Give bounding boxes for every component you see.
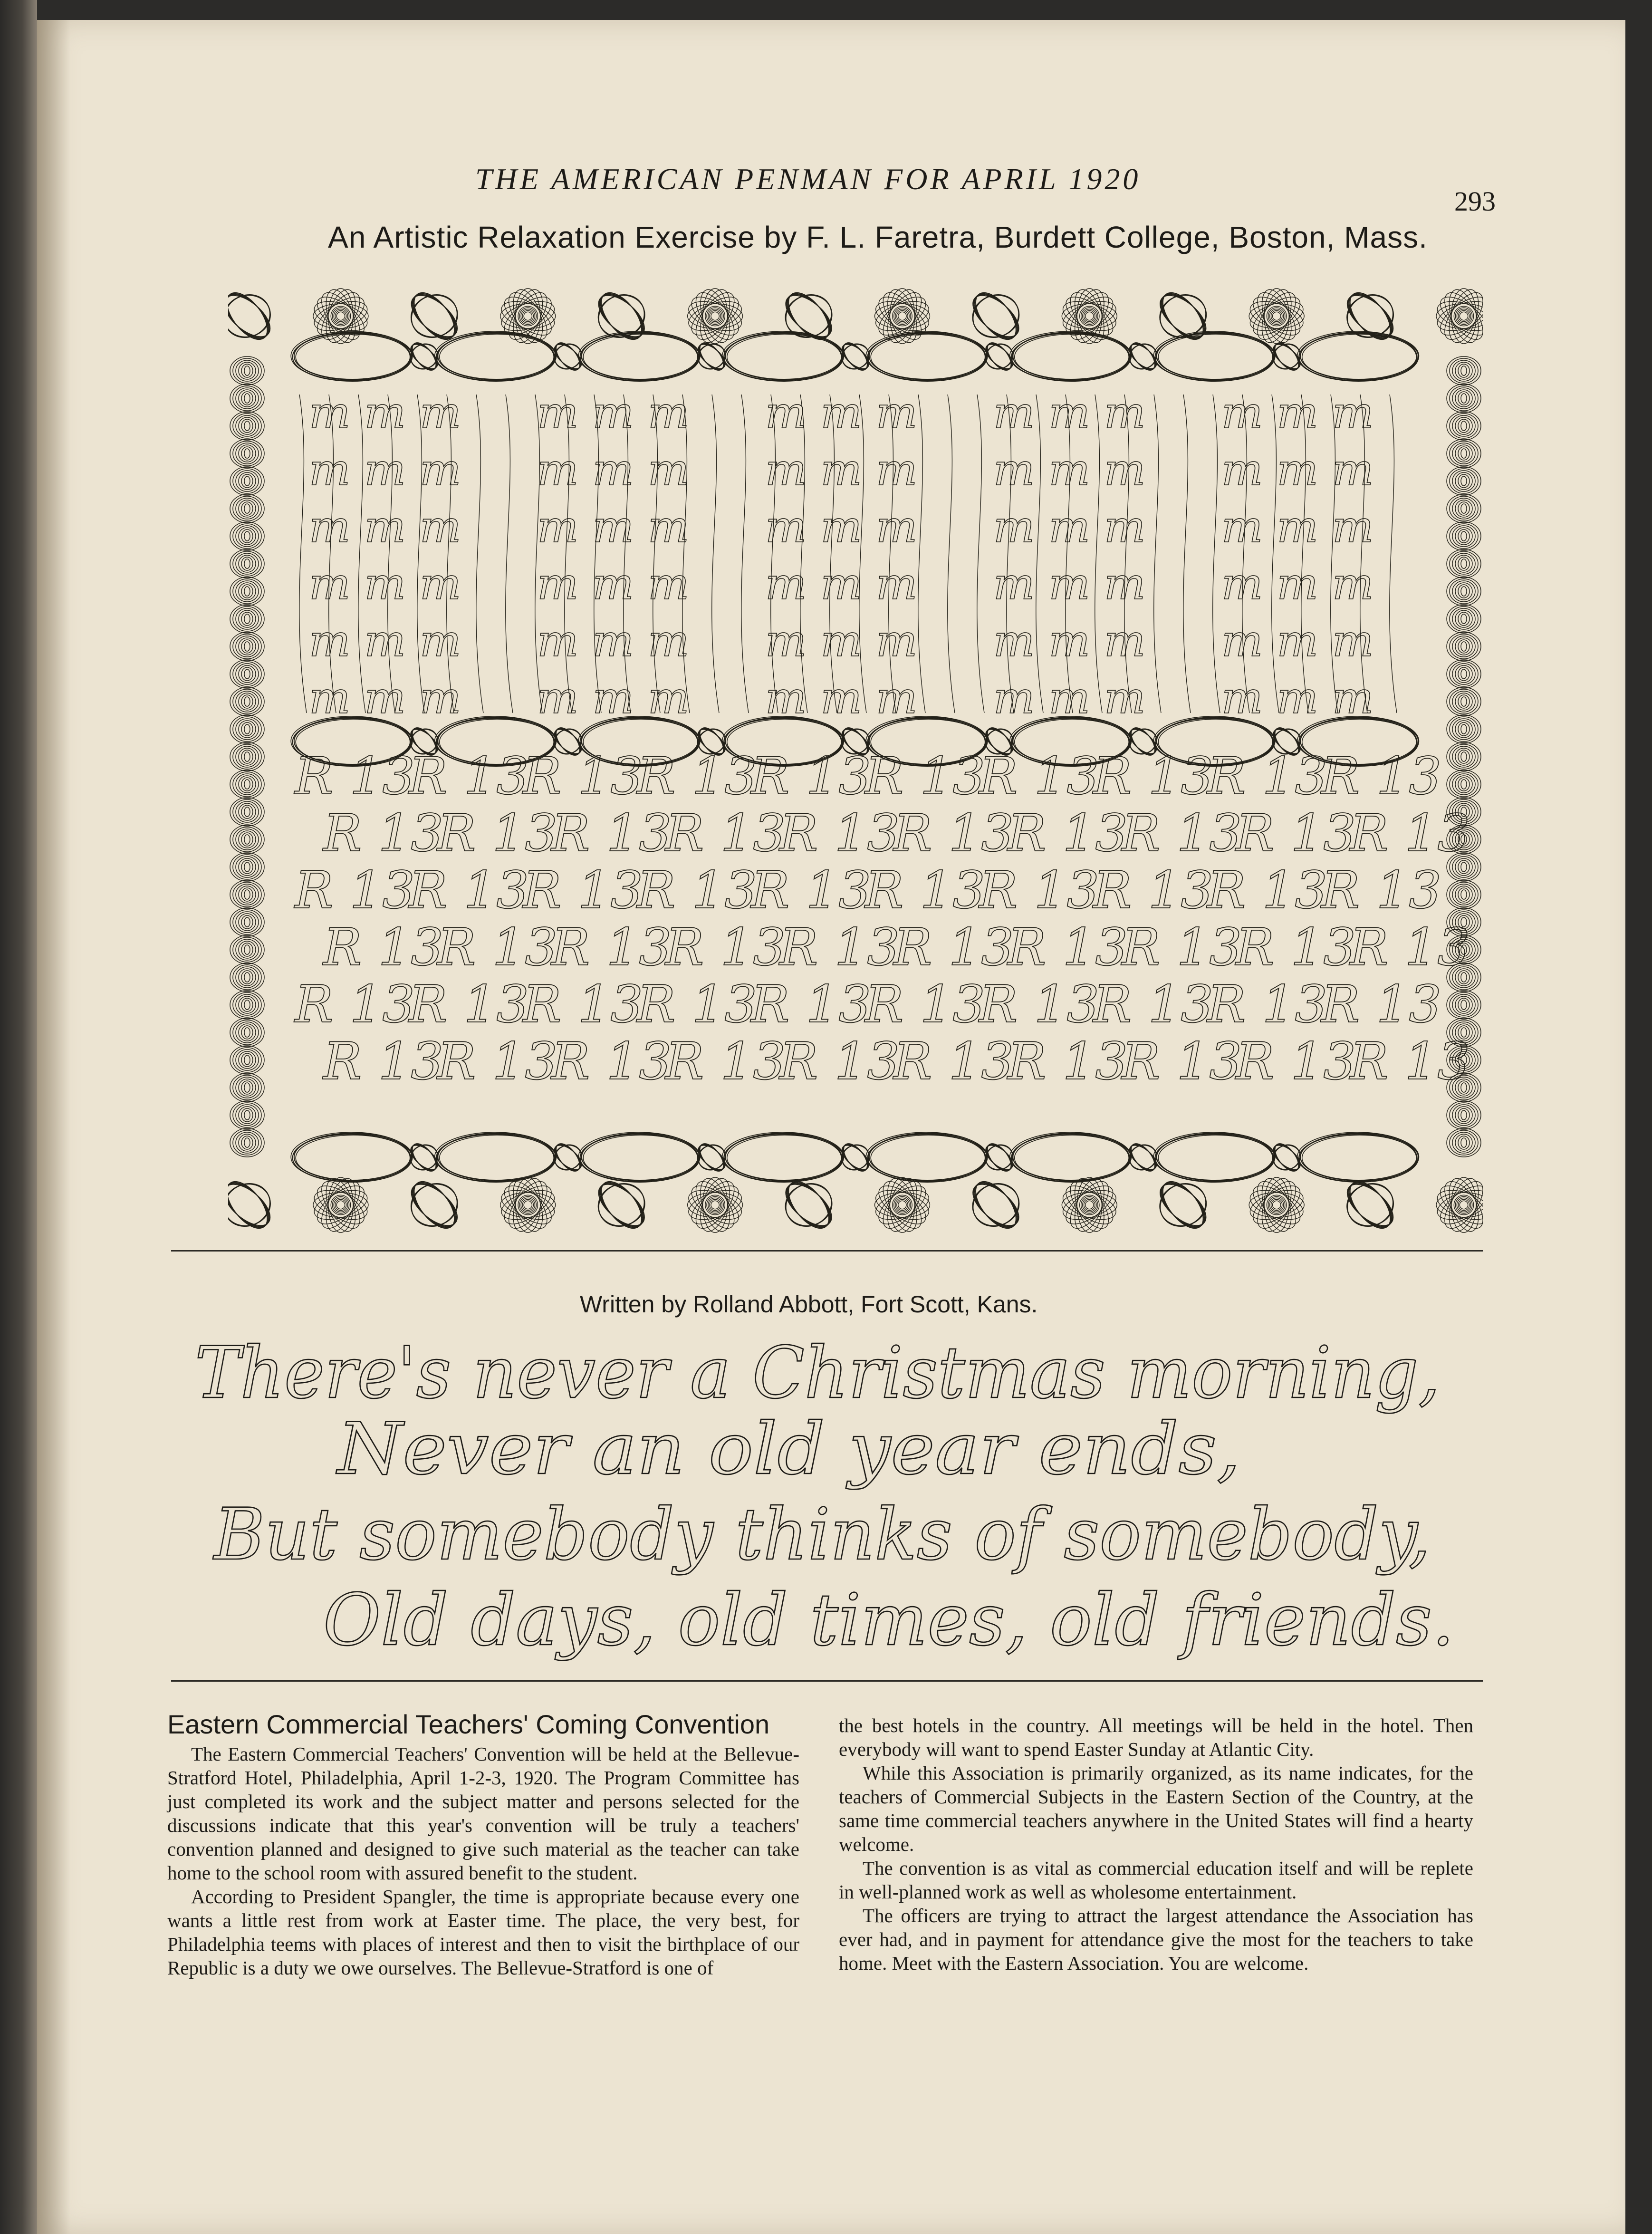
- right-border-oval: [1447, 660, 1481, 688]
- right-border-oval: [1447, 605, 1481, 633]
- right-border-oval: [1447, 742, 1481, 771]
- r13-script-pair: R 13: [865, 861, 986, 920]
- r13-script-pair: R 13: [1236, 918, 1356, 977]
- left-border-oval: [230, 577, 264, 606]
- left-border-oval: [230, 412, 264, 440]
- m-script-word: m m m: [309, 673, 461, 723]
- bottom-oval-chain-oval: [1153, 1132, 1275, 1182]
- right-border-oval: [1447, 439, 1481, 468]
- r13-script-pair: R 13: [779, 1032, 900, 1091]
- r13-script-pair: R 13: [1122, 918, 1242, 977]
- bottom-rosette: [1247, 1175, 1306, 1235]
- right-border-oval: [1447, 549, 1481, 578]
- top-rosette: [685, 286, 745, 346]
- r13-script-pair: R 13: [893, 1032, 1014, 1091]
- right-border-oval: [1447, 632, 1481, 661]
- bottom-oval-chain-oval: [291, 1132, 413, 1182]
- bottom-crossed-loop: [228, 1175, 278, 1235]
- top-rosette: [1247, 286, 1306, 346]
- top-oval-chain-oval: [866, 331, 988, 381]
- r13-script-pair: R 13: [1350, 918, 1470, 977]
- left-border-oval: [230, 742, 264, 771]
- r13-script-pair: R 13: [779, 918, 900, 977]
- m-script-word: m m m: [309, 616, 461, 666]
- m-script-word: m m m: [993, 673, 1146, 723]
- left-border-oval: [230, 494, 264, 523]
- r13-script-pair: R 13: [1093, 975, 1214, 1034]
- bottom-crossed-loop: [778, 1175, 839, 1235]
- r13-script-pair: R 13: [437, 804, 558, 863]
- left-border-oval: [230, 991, 264, 1019]
- r13-script-pair: R 13: [865, 747, 986, 806]
- bottom-oval-chain-oval: [866, 1132, 988, 1182]
- verse-line-2: Never an old year ends,: [336, 1408, 1240, 1491]
- top-crossed-loop: [965, 286, 1027, 346]
- r13-script-pair: R 13: [1207, 747, 1328, 806]
- vertical-loop-stroke: [918, 395, 925, 713]
- vertical-loop-stroke: [506, 395, 513, 713]
- m-script-word: m m m: [1221, 444, 1374, 495]
- top-rosette: [1059, 286, 1119, 346]
- left-border-oval: [230, 963, 264, 992]
- r13-script-pair: R 13: [437, 918, 558, 977]
- m-script-word: m m m: [309, 387, 461, 438]
- top-oval-chain-oval: [1153, 331, 1275, 381]
- right-paragraph-3: The convention is as vital as commercial education itself and will be replete in well-planned work as well as wholesome entertainment.: [839, 1857, 1473, 1903]
- r13-script-pair: R 13: [409, 975, 529, 1034]
- bottom-rosette: [311, 1175, 371, 1235]
- left-border-oval: [230, 798, 264, 826]
- m-script-word: m m m: [537, 616, 690, 666]
- r13-script-pair: R 13: [523, 975, 644, 1034]
- m-script-word: m m m: [993, 616, 1146, 666]
- left-border-oval: [230, 605, 264, 633]
- verse-line-1: There's never a Christmas morning,: [195, 1332, 1440, 1415]
- right-border-oval: [1447, 1128, 1481, 1157]
- vertical-loop-stroke: [1183, 395, 1191, 713]
- vertical-loop-stroke: [1390, 395, 1397, 713]
- rule-bottom: [171, 1680, 1483, 1682]
- left-border-oval: [230, 825, 264, 854]
- r13-script-pair: R 13: [1321, 747, 1442, 806]
- m-script-word: m m m: [993, 501, 1146, 552]
- m-script-word: m m m: [1221, 387, 1374, 438]
- m-letter-field: [299, 387, 1397, 723]
- vertical-loop-stroke: [299, 395, 307, 713]
- bottom-rosette: [1059, 1175, 1119, 1235]
- bottom-rosette: [685, 1175, 745, 1235]
- bottom-rosette: [872, 1175, 932, 1235]
- r13-script-pair: R 13: [409, 747, 529, 806]
- m-script-word: m m m: [993, 444, 1146, 495]
- r13-script-pair: R 13: [1093, 747, 1214, 806]
- m-script-word: m m m: [537, 501, 690, 552]
- left-border-oval: [230, 356, 264, 385]
- r13-script-pair: R 13: [1350, 804, 1470, 863]
- left-border-oval: [230, 908, 264, 936]
- right-border-oval: [1447, 687, 1481, 716]
- right-border-oval: [1447, 494, 1481, 523]
- right-paragraph-1: the best hotels in the country. All meetings will be held in the hotel. Then everybody will want to spend Easter Sunday at Atlantic City.: [839, 1714, 1473, 1760]
- verse-line-3: But somebody thinks of somebody,: [212, 1493, 1431, 1576]
- r13-script-pair: R 13: [779, 804, 900, 863]
- vertical-loop-stroke: [977, 395, 984, 713]
- left-border-oval: [230, 880, 264, 909]
- right-border-oval: [1447, 577, 1481, 606]
- left-paragraph-2: According to President Spangler, the time is appropriate because every one wants a little rest from work at Easter time. The place, the very best, for Philadelphia teems with places of interest and then to visit the birthplace of our Republic is a duty we owe ourselves. The Bellevue-Stratford is one of: [167, 1886, 799, 1979]
- script-verse: [181, 1321, 1464, 1664]
- bottom-rosette: [1434, 1175, 1483, 1235]
- top-oval-chain-oval: [291, 331, 413, 381]
- r13-script-pair: R 13: [523, 861, 644, 920]
- right-border-oval: [1447, 1101, 1481, 1129]
- bottom-oval-chain-oval: [1010, 1132, 1132, 1182]
- r13-script-pair: R 13: [409, 861, 529, 920]
- r13-script-pair: R 13: [1122, 804, 1242, 863]
- left-border-oval: [230, 632, 264, 661]
- bottom-crossed-loop: [403, 1175, 465, 1235]
- left-border-oval: [230, 1101, 264, 1129]
- top-oval-chain-oval: [722, 331, 844, 381]
- left-border-oval: [230, 467, 264, 495]
- r13-script-pair: R 13: [551, 918, 672, 977]
- bottom-oval-chain-oval: [435, 1132, 557, 1182]
- left-border-oval: [230, 439, 264, 468]
- r13-script-pair: R 13: [893, 804, 1014, 863]
- r13-script-pair: R 13: [1122, 1032, 1242, 1091]
- left-border-oval: [230, 715, 264, 743]
- r13-script-pair: R 13: [979, 861, 1100, 920]
- left-border-oval: [230, 384, 264, 413]
- vertical-loop-stroke: [476, 395, 483, 713]
- vertical-loop-stroke: [948, 395, 955, 713]
- right-border-oval: [1447, 770, 1481, 799]
- r13-script-pair: R 13: [751, 747, 872, 806]
- vertical-loop-stroke: [741, 395, 749, 713]
- r13-script-pair: R 13: [323, 918, 444, 977]
- r13-script-pair: R 13: [637, 861, 758, 920]
- right-border-oval: [1447, 715, 1481, 743]
- m-script-word: m m m: [993, 387, 1146, 438]
- r13-script-pair: R 13: [1008, 918, 1128, 977]
- left-border-oval: [230, 687, 264, 716]
- penmanship-exercise-artwork: [228, 285, 1483, 1236]
- vertical-loop-stroke: [712, 395, 719, 713]
- r13-script-pair: R 13: [1093, 861, 1214, 920]
- m-script-word: m m m: [765, 673, 918, 723]
- m-script-word: m m m: [309, 558, 461, 609]
- article-column-right: [839, 1714, 1473, 1975]
- r13-script-pair: R 13: [751, 975, 872, 1034]
- right-border-oval: [1447, 522, 1481, 550]
- m-script-word: m m m: [1221, 616, 1374, 666]
- bottom-crossed-loop: [965, 1175, 1027, 1235]
- r13-script-pair: R 13: [323, 804, 444, 863]
- credit-line: Written by Rolland Abbott, Fort Scott, Kans.: [580, 1291, 1038, 1318]
- r13-script-pair: R 13: [295, 861, 415, 920]
- page-fold-shadow: [37, 20, 70, 2234]
- m-script-word: m m m: [537, 387, 690, 438]
- r13-script-pair: R 13: [1236, 804, 1356, 863]
- top-rosette: [872, 286, 932, 346]
- m-script-word: m m m: [537, 673, 690, 723]
- r13-script-pair: R 13: [865, 975, 986, 1034]
- exercise-title: An Artistic Relaxation Exercise by F. L. Faretra, Burdett College, Boston, Mass.: [328, 220, 1428, 254]
- r13-script-pair: R 13: [1008, 804, 1128, 863]
- r13-script-pair: R 13: [1008, 1032, 1128, 1091]
- r13-script-pair: R 13: [437, 1032, 558, 1091]
- left-border-oval: [230, 1046, 264, 1074]
- right-paragraph-2: While this Association is primarily organized, as its name indicates, for the teachers of Commercial Subjects in the Eastern Section of the Country, at the same time commercial teachers anywhere in the United States will find a hearty welcome.: [839, 1762, 1473, 1855]
- bottom-crossed-loop: [1340, 1175, 1401, 1235]
- m-script-word: m m m: [1221, 558, 1374, 609]
- rule-top: [171, 1250, 1483, 1252]
- bottom-oval-chain-oval: [722, 1132, 844, 1182]
- m-script-word: m m m: [765, 444, 918, 495]
- left-border-oval: [230, 1073, 264, 1102]
- r13-script-pair: R 13: [1321, 861, 1442, 920]
- m-script-word: m m m: [1221, 673, 1374, 723]
- bottom-oval-chain-oval: [578, 1132, 700, 1182]
- right-border-oval: [1447, 412, 1481, 440]
- left-border-oval: [230, 549, 264, 578]
- r13-script-pair: R 13: [665, 918, 786, 977]
- r13-script-pair: R 13: [295, 975, 415, 1034]
- left-border-oval: [230, 660, 264, 688]
- r13-script-pair: R 13: [979, 975, 1100, 1034]
- bottom-rosette: [498, 1175, 558, 1235]
- r13-letter-field: [294, 747, 1470, 1091]
- right-border-oval: [1447, 384, 1481, 413]
- right-border-oval: [1447, 880, 1481, 909]
- r13-script-pair: R 13: [637, 975, 758, 1034]
- left-border-oval: [230, 853, 264, 881]
- top-oval-chain-oval: [435, 331, 557, 381]
- vertical-loop-stroke: [1213, 395, 1220, 713]
- m-script-word: m m m: [765, 387, 918, 438]
- m-script-word: m m m: [537, 444, 690, 495]
- r13-script-pair: R 13: [551, 1032, 672, 1091]
- m-script-word: m m m: [309, 444, 461, 495]
- r13-script-pair: R 13: [523, 747, 644, 806]
- m-script-word: m m m: [765, 616, 918, 666]
- r13-script-pair: R 13: [665, 804, 786, 863]
- article-column-left: [167, 1742, 799, 1980]
- m-script-word: m m m: [309, 501, 461, 552]
- left-border-oval: [230, 770, 264, 799]
- page-number: 293: [1454, 186, 1496, 217]
- r13-script-pair: R 13: [1207, 975, 1328, 1034]
- r13-script-pair: R 13: [323, 1032, 444, 1091]
- top-oval-chain-oval: [1010, 331, 1132, 381]
- m-script-word: m m m: [993, 558, 1146, 609]
- r13-script-pair: R 13: [637, 747, 758, 806]
- left-border-oval: [230, 1128, 264, 1157]
- r13-script-pair: R 13: [295, 747, 415, 806]
- scan-edge-left: [0, 0, 37, 2234]
- r13-script-pair: R 13: [1207, 861, 1328, 920]
- r13-script-pair: R 13: [751, 861, 872, 920]
- r13-script-pair: R 13: [1321, 975, 1442, 1034]
- m-script-word: m m m: [1221, 501, 1374, 552]
- top-crossed-loop: [228, 286, 278, 346]
- m-script-word: m m m: [765, 501, 918, 552]
- top-oval-chain-oval: [578, 331, 700, 381]
- article-title: Eastern Commercial Teachers' Coming Convention: [167, 1709, 770, 1739]
- right-border-oval: [1447, 467, 1481, 495]
- r13-script-pair: R 13: [893, 918, 1014, 977]
- vertical-loop-stroke: [1154, 395, 1161, 713]
- left-border-oval: [230, 935, 264, 964]
- right-border-oval: [1447, 356, 1481, 385]
- right-border-oval: [1447, 991, 1481, 1019]
- top-crossed-loop: [778, 286, 839, 346]
- bottom-crossed-loop: [1153, 1175, 1214, 1235]
- running-head: THE AMERICAN PENMAN FOR APRIL 1920: [475, 162, 1141, 196]
- scan-edge-right: [1625, 0, 1652, 2234]
- r13-script-pair: R 13: [665, 1032, 786, 1091]
- bottom-crossed-loop: [591, 1175, 652, 1235]
- verse-line-4: Old days, old times, old friends.: [323, 1579, 1454, 1662]
- bottom-oval-chain-oval: [1297, 1132, 1419, 1182]
- top-rosette: [1434, 286, 1483, 346]
- r13-script-pair: R 13: [1350, 1032, 1470, 1091]
- r13-script-pair: R 13: [1236, 1032, 1356, 1091]
- top-oval-chain-oval: [1297, 331, 1419, 381]
- r13-script-pair: R 13: [551, 804, 672, 863]
- m-script-word: m m m: [537, 558, 690, 609]
- r13-script-pair: R 13: [979, 747, 1100, 806]
- m-script-word: m m m: [765, 558, 918, 609]
- right-paragraph-4: The officers are trying to attract the largest attendance the Association has ever had, and in payment for attendance give the most for the teachers to take home. Meet with the Eastern Association. You are welcome.: [839, 1905, 1473, 1974]
- left-paragraph-1: The Eastern Commercial Teachers' Convention will be held at the Bellevue-Stratford Hotel, Philadelphia, April 1-2-3, 1920. The Program Committee has just completed its work and the subject matter and persons selected for the discussions indicate that this year's convention will be truly a teachers' convention planned and designed to give such material as the teacher can take home to the school room with assured benefit to the student.: [167, 1743, 799, 1884]
- left-border-oval: [230, 522, 264, 550]
- left-border-oval: [230, 1018, 264, 1047]
